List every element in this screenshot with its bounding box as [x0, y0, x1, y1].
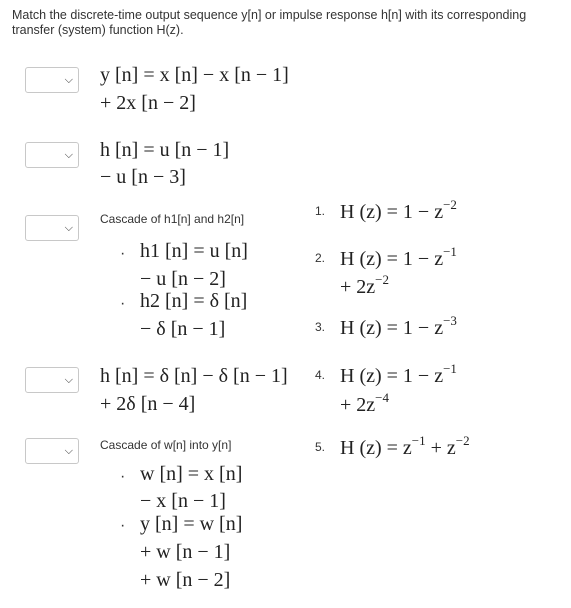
answer-exponent: −2: [443, 197, 457, 212]
answer-text: + z: [425, 437, 456, 459]
answer-exponent: −1: [443, 361, 457, 376]
answer-3-formula: [340, 313, 457, 340]
answer-3-number: 3.: [315, 320, 326, 334]
answer-4-formula-line2: [340, 390, 389, 417]
match-select-1[interactable]: [25, 67, 79, 93]
answer-text: + 2z: [340, 394, 376, 416]
item5-line4: + w [n − 1]: [140, 541, 231, 563]
answer-exponent: −2: [455, 433, 470, 448]
chevron-down-icon: ⌵: [64, 149, 73, 161]
chevron-down-icon: ⌵: [64, 222, 73, 234]
answer-exponent: −1: [411, 433, 426, 448]
item5-caption: Cascade of w[n] into y[n]: [100, 438, 232, 452]
chevron-down-icon: ⌵: [64, 374, 73, 386]
bullet: ·: [120, 468, 126, 485]
answer-exponent: −1: [443, 244, 457, 259]
match-select-2[interactable]: [25, 142, 79, 168]
answer-exponent: −2: [375, 272, 389, 287]
answer-4-formula: [340, 361, 457, 388]
answer-2-formula: [340, 244, 457, 271]
item1-line2: + 2x [n − 2]: [100, 92, 196, 114]
match-select-3[interactable]: [25, 215, 79, 241]
answer-2-number: 2.: [315, 251, 326, 265]
item5-line1: w [n] = x [n]: [140, 463, 243, 485]
item3-line2: − u [n − 2]: [140, 268, 226, 290]
item5-line2: − x [n − 1]: [140, 490, 226, 512]
instructions: Match the discrete-time output sequence y[n] or impulse response h[n] with its corresponding transfer (system) function H(z).: [12, 8, 527, 37]
answer-text: H (z) = 1 − z: [340, 201, 444, 223]
answer-2-formula-line2: [340, 272, 389, 299]
item3-line3: h2 [n] = δ [n]: [140, 290, 248, 312]
bullet: ·: [120, 517, 126, 534]
item4-line2: + 2δ [n − 4]: [100, 393, 196, 415]
item2-line2: − u [n − 3]: [100, 166, 186, 188]
item5-line3: y [n] = w [n]: [140, 513, 243, 535]
item3-caption: Cascade of h1[n] and h2[n]: [100, 212, 245, 226]
item1-line1: y [n] = x [n] − x [n − 1]: [100, 64, 289, 86]
answer-exponent: −3: [443, 313, 457, 328]
item3-line4: − δ [n − 1]: [140, 318, 226, 340]
answer-text: + 2z: [340, 276, 376, 298]
answer-text: H (z) = 1 − z: [340, 248, 444, 270]
answer-exponent: −4: [375, 390, 389, 405]
answer-5-number: 5.: [315, 440, 326, 454]
item5-line5: + w [n − 2]: [140, 569, 231, 591]
answer-4-number: 4.: [315, 368, 326, 382]
answer-5-formula: [340, 433, 470, 460]
answer-1-formula: [340, 197, 457, 224]
bullet: ·: [120, 295, 126, 312]
chevron-down-icon: ⌵: [64, 74, 73, 86]
item2-line1: h [n] = u [n − 1]: [100, 139, 230, 161]
chevron-down-icon: ⌵: [64, 445, 73, 457]
match-select-5[interactable]: [25, 438, 79, 464]
bullet: ·: [120, 245, 126, 262]
match-select-4[interactable]: [25, 367, 79, 393]
answer-text: H (z) = z: [340, 437, 412, 459]
item4-line1: h [n] = δ [n] − δ [n − 1]: [100, 365, 288, 387]
answer-1-number: 1.: [315, 204, 326, 218]
answer-text: H (z) = 1 − z: [340, 365, 444, 387]
answer-text: H (z) = 1 − z: [340, 317, 444, 339]
item3-line1: h1 [n] = u [n]: [140, 240, 248, 262]
